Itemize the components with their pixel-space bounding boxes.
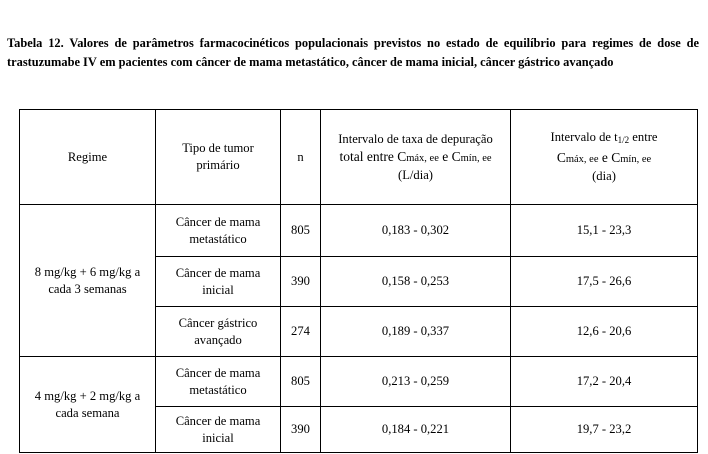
- header-tumor-type: Tipo de tumor primário: [156, 110, 281, 205]
- header-n: n: [281, 110, 321, 205]
- tumor-cell: Câncer de mama metastático: [156, 205, 281, 257]
- regime-cell: 4 mg/kg + 2 mg/kg a cada semana: [20, 357, 156, 453]
- half-life-cell: 19,7 - 23,2: [511, 407, 698, 453]
- n-cell: 274: [281, 307, 321, 357]
- header-clearance: Intervalo de taxa de depuração total entre Cmáx, ee e Cmín, ee (L/dia): [321, 110, 511, 205]
- n-cell: 805: [281, 357, 321, 407]
- tumor-cell: Câncer gástrico avançado: [156, 307, 281, 357]
- regime-cell: 8 mg/kg + 6 mg/kg a cada 3 semanas: [20, 205, 156, 357]
- half-life-cell: 17,5 - 26,6: [511, 257, 698, 307]
- table-row: [20, 205, 698, 257]
- table-caption: Tabela 12. Valores de parâmetros farmacocinéticos populacionais previstos no estado de equilíbrio para regimes de dose de trastuzumabe IV em pacientes com câncer de mama metastático, câncer de mama inicial, câncer gástrico avançado: [7, 36, 699, 69]
- clearance-cell: 0,189 - 0,337: [321, 307, 511, 357]
- header-half-life: Intervalo de $t_{1/2}$ entre Cmáx, ee e Cmín, ee (dia): [511, 110, 698, 205]
- clearance-cell: 0,183 - 0,302: [321, 205, 511, 257]
- clearance-cell: 0,158 - 0,253: [321, 257, 511, 307]
- pharmacokinetics-table: [19, 109, 698, 453]
- table-row: [20, 357, 698, 407]
- tumor-cell: Câncer de mama inicial: [156, 257, 281, 307]
- half-life-cell: 17,2 - 20,4: [511, 357, 698, 407]
- half-life-cell: 12,6 - 20,6: [511, 307, 698, 357]
- tumor-cell: Câncer de mama metastático: [156, 357, 281, 407]
- tumor-cell: Câncer de mama inicial: [156, 407, 281, 453]
- clearance-cell: 0,184 - 0,221: [321, 407, 511, 453]
- header-regime: Regime: [20, 110, 156, 205]
- n-cell: 390: [281, 407, 321, 453]
- n-cell: 390: [281, 257, 321, 307]
- n-cell: 805: [281, 205, 321, 257]
- half-life-cell: 15,1 - 23,3: [511, 205, 698, 257]
- clearance-cell: 0,213 - 0,259: [321, 357, 511, 407]
- header-row: [20, 110, 698, 205]
